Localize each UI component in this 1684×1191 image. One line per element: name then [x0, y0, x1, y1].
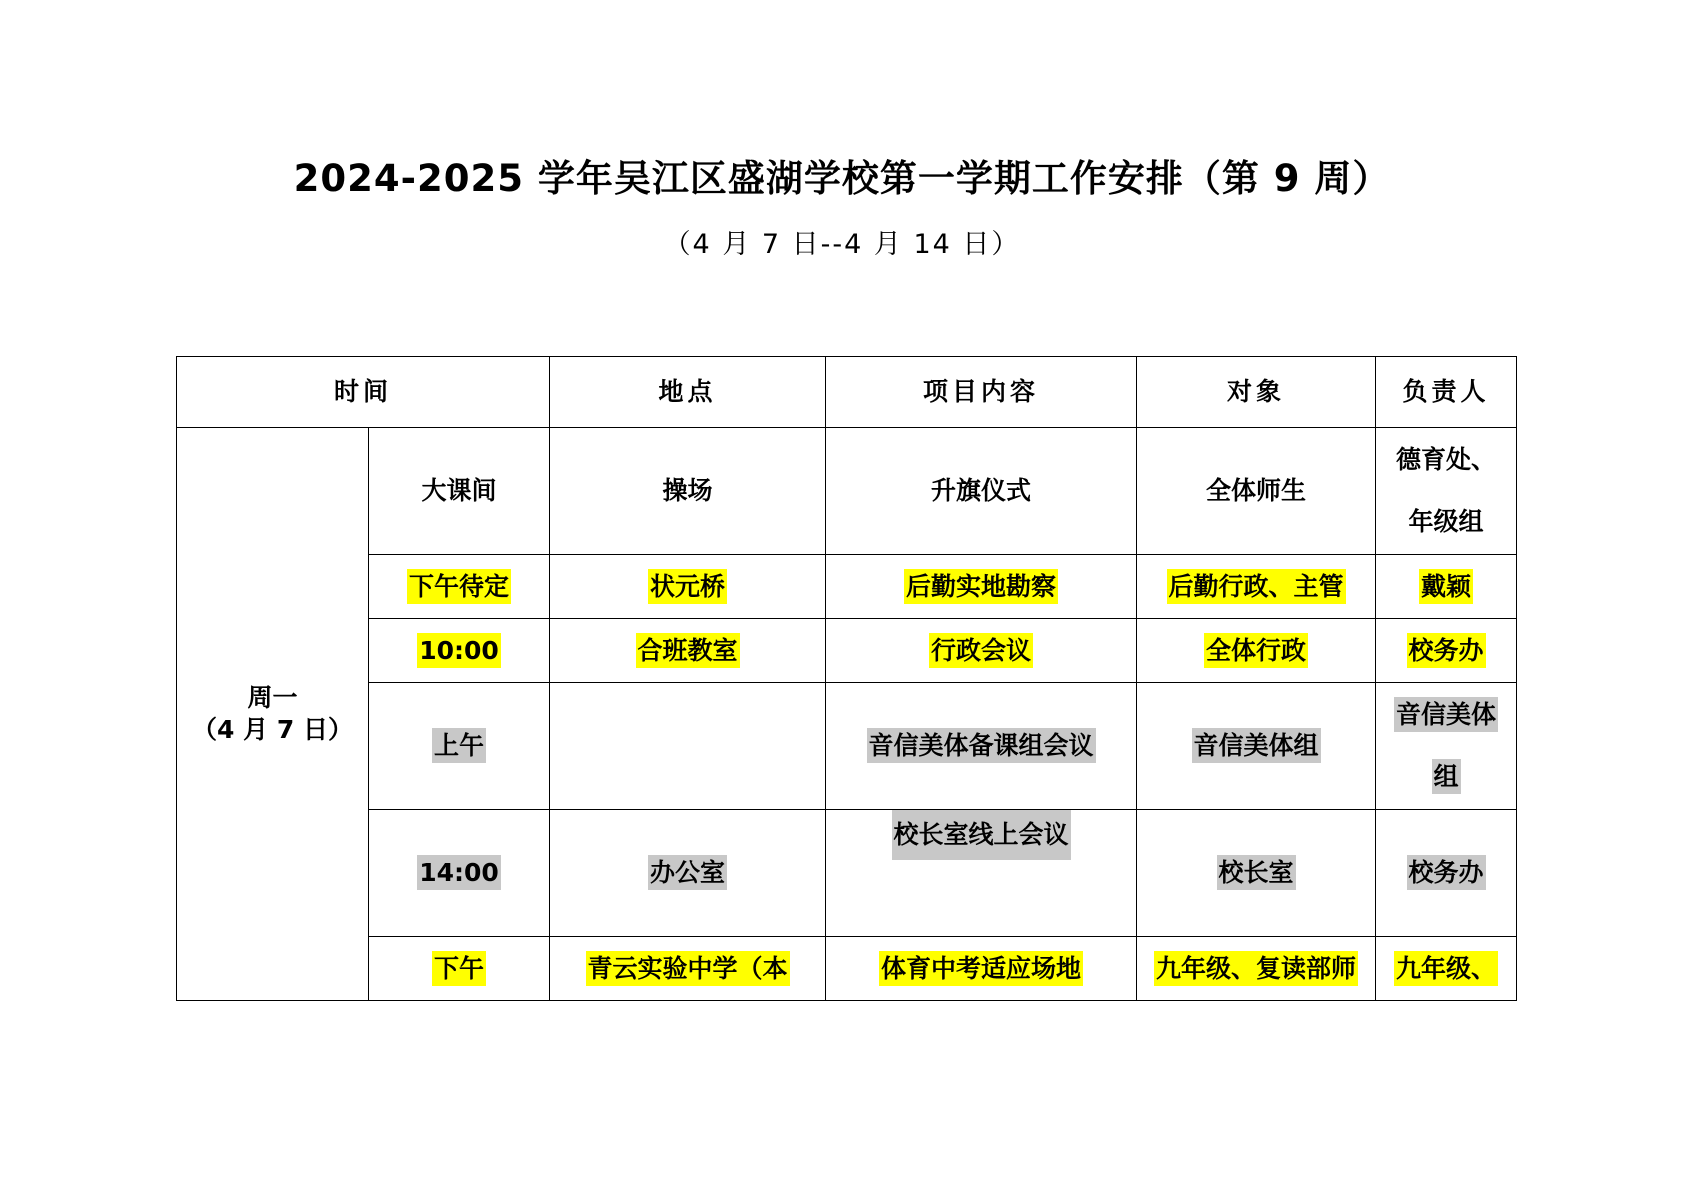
place-cell: 操场 — [550, 428, 826, 555]
day-date: （4 月 7 日） — [192, 715, 353, 744]
day-cell — [177, 428, 369, 1001]
header-time: 时间 — [177, 357, 550, 428]
owner-line: 组 — [1432, 759, 1461, 794]
owner-cell: 校务办 — [1376, 619, 1517, 683]
content-cell: 升旗仪式 — [826, 428, 1137, 555]
table-row — [177, 810, 1517, 937]
place-cell: 状元桥 — [550, 555, 826, 619]
header-row — [177, 357, 1517, 428]
target-cell: 全体行政 — [1137, 619, 1376, 683]
owner-cell — [1376, 428, 1517, 555]
place-cell: 办公室 — [550, 810, 826, 937]
header-content: 项目内容 — [826, 357, 1137, 428]
owner-cell: 戴颖 — [1376, 555, 1517, 619]
owner-line: 年级组 — [1408, 507, 1484, 536]
table-row — [177, 428, 1517, 555]
time-cell: 大课间 — [369, 428, 550, 555]
owner-cell — [1376, 683, 1517, 810]
schedule-table — [176, 356, 1517, 1001]
place-cell — [550, 683, 826, 810]
time-cell: 14:00 — [369, 810, 550, 937]
content-cell: 音信美体备课组会议 — [826, 683, 1137, 810]
header-owner: 负责人 — [1376, 357, 1517, 428]
time-cell: 上午 — [369, 683, 550, 810]
time-cell: 10:00 — [369, 619, 550, 683]
time-cell: 下午待定 — [369, 555, 550, 619]
content-cell: 后勤实地勘察 — [826, 555, 1137, 619]
owner-cell: 九年级、 — [1376, 937, 1517, 1001]
target-cell: 后勤行政、主管 — [1137, 555, 1376, 619]
target-cell: 全体师生 — [1137, 428, 1376, 555]
header-place: 地点 — [550, 357, 826, 428]
time-cell: 下午 — [369, 937, 550, 1001]
document-title: 2024-2025 学年吴江区盛湖学校第一学期工作安排（第 9 周） — [293, 157, 1391, 200]
table-row — [177, 937, 1517, 1001]
content-cell: 校长室线上会议 — [826, 810, 1137, 937]
table-row — [177, 619, 1517, 683]
owner-cell: 校务办 — [1376, 810, 1517, 937]
day-name: 周一 — [247, 683, 298, 712]
place-cell: 合班教室 — [550, 619, 826, 683]
content-cell: 体育中考适应场地 — [826, 937, 1137, 1001]
owner-line: 德育处、 — [1396, 445, 1497, 474]
target-cell: 九年级、复读部师 — [1137, 937, 1376, 1001]
target-cell: 音信美体组 — [1137, 683, 1376, 810]
target-cell: 校长室 — [1137, 810, 1376, 937]
content-cell: 行政会议 — [826, 619, 1137, 683]
header-target: 对象 — [1137, 357, 1376, 428]
table-row — [177, 683, 1517, 810]
table-row — [177, 555, 1517, 619]
owner-line: 音信美体 — [1394, 697, 1498, 732]
date-range: （4 月 7 日--4 月 14 日） — [663, 229, 1021, 260]
place-cell: 青云实验中学（本 — [550, 937, 826, 1001]
